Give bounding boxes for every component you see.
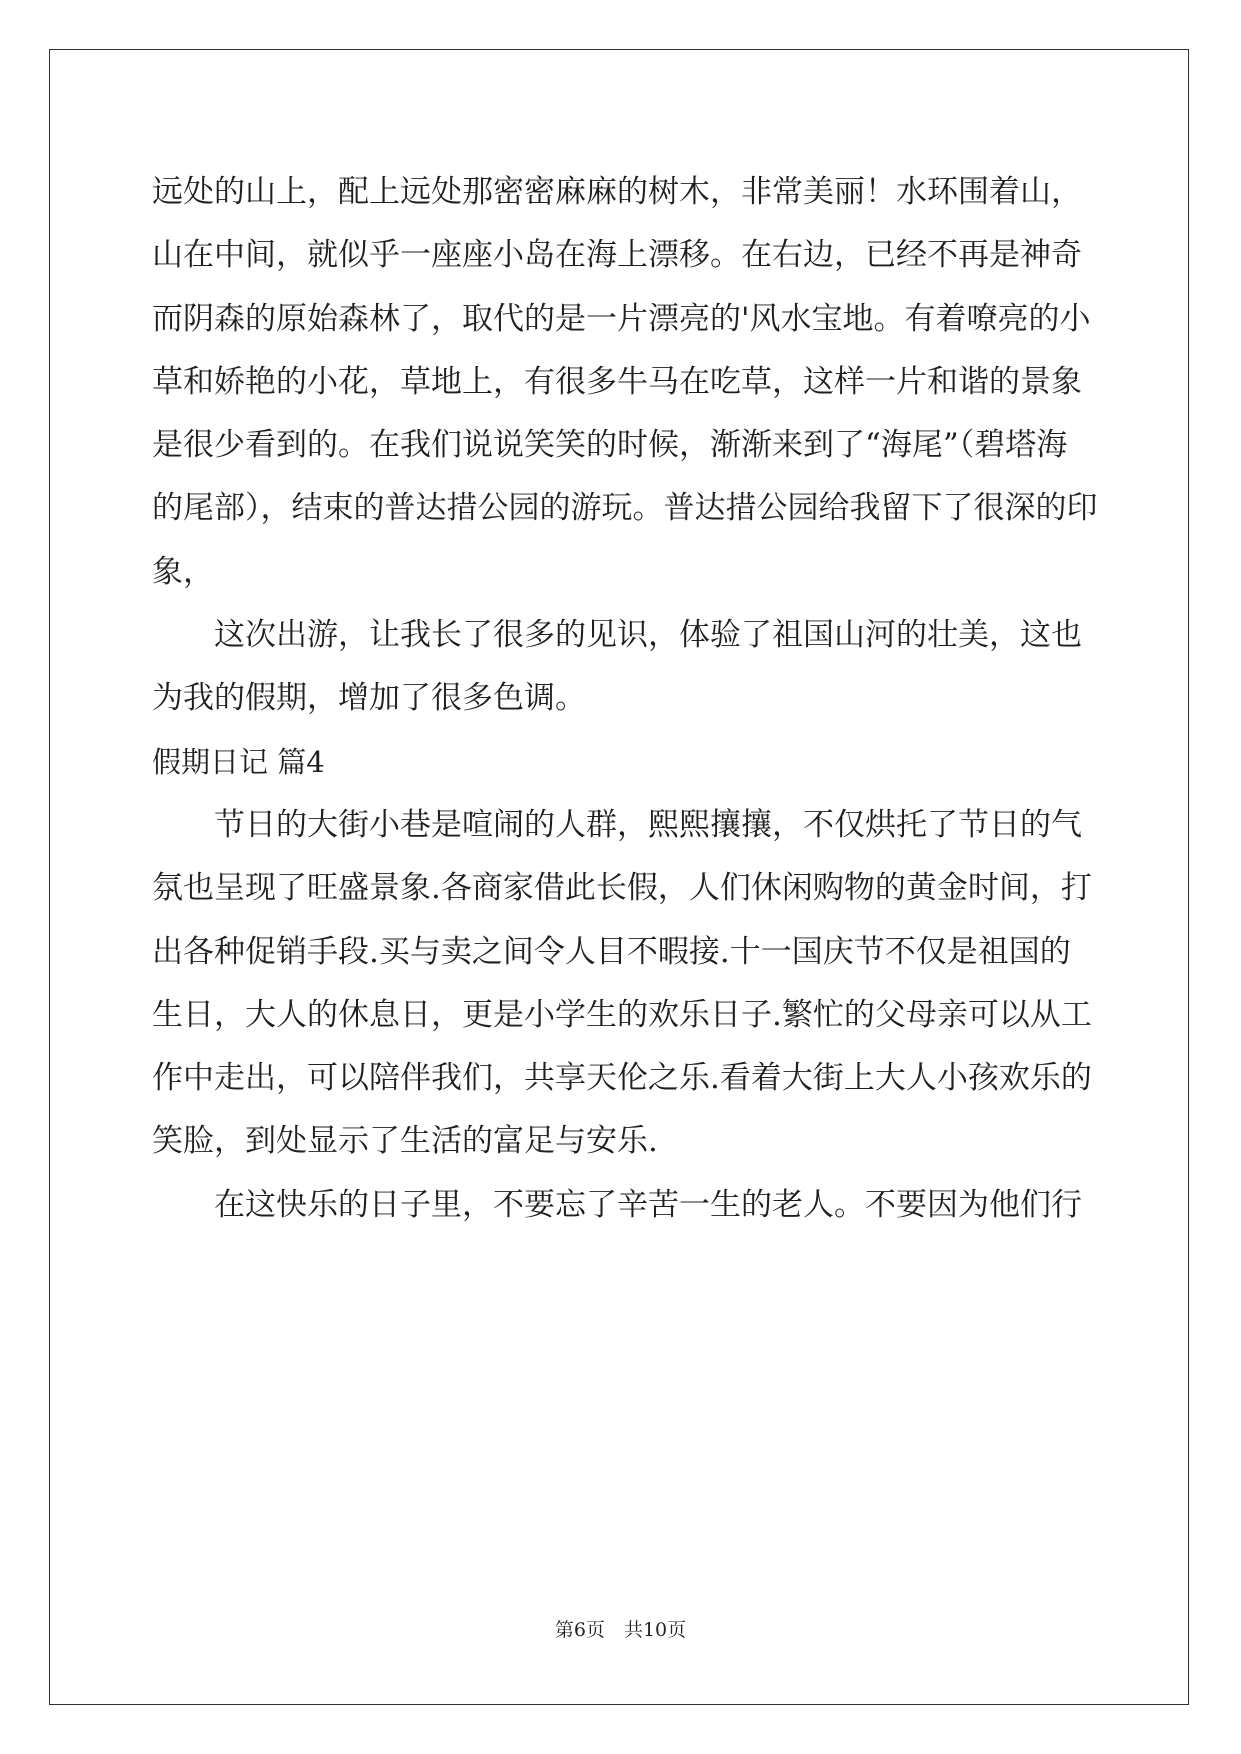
text-line: 的尾部），结束的普达措公园的游玩。普达措公园给我留下了很深的印 [152,490,1098,527]
text-line: 氛也呈现了旺盛景象.各商家借此长假，人们休闲购物的黄金时间，打 [152,870,1092,907]
text-line: 象， [152,553,214,590]
text-line: 作中走出，可以陪伴我们，共享天伦之乐.看着大街上大人小孩欢乐的 [152,1060,1092,1097]
text-line: 山在中间，就似乎一座座小岛在海上漂移。在右边，已经不再是神奇 [152,237,1082,274]
text-line: 在这快乐的日子里，不要忘了辛苦一生的老人。不要因为他们行 [214,1186,1082,1223]
text-line: 生日，大人的休息日，更是小学生的欢乐日子.繁忙的父母亲可以从工 [152,996,1092,1033]
text-line: 为我的假期，增加了很多色调。 [152,680,586,717]
text-line: 出各种促销手段.买与卖之间令人目不暇接.十一国庆节不仅是祖国的 [152,933,1071,970]
page-number-footer: 第6页 共10页 [554,1619,687,1641]
text-line: 这次出游，让我长了很多的见识，体验了祖国山河的壮美，这也 [214,617,1082,654]
text-line: 远处的山上，配上远处那密密麻麻的树木，非常美丽！水环围着山， [152,174,1082,210]
document-body [152,161,1098,1237]
text-line: 而阴森的原始森林了，取代的是一片漂亮的'风水宝地。有着嘹亮的小 [152,300,1091,337]
section-heading: 假期日记 篇4 [152,744,325,779]
text-line: 是很少看到的。在我们说说笑笑的时候，渐渐来到了“海尾”（碧塔海 [152,427,1068,464]
text-line: 节日的大街小巷是喧闹的人群，熙熙攘攘，不仅烘托了节日的气 [214,806,1082,843]
text-line: 草和娇艳的小花，草地上，有很多牛马在吃草，这样一片和谐的景象 [152,363,1082,400]
text-line: 笑脸，到处显示了生活的富足与安乐. [152,1123,658,1160]
